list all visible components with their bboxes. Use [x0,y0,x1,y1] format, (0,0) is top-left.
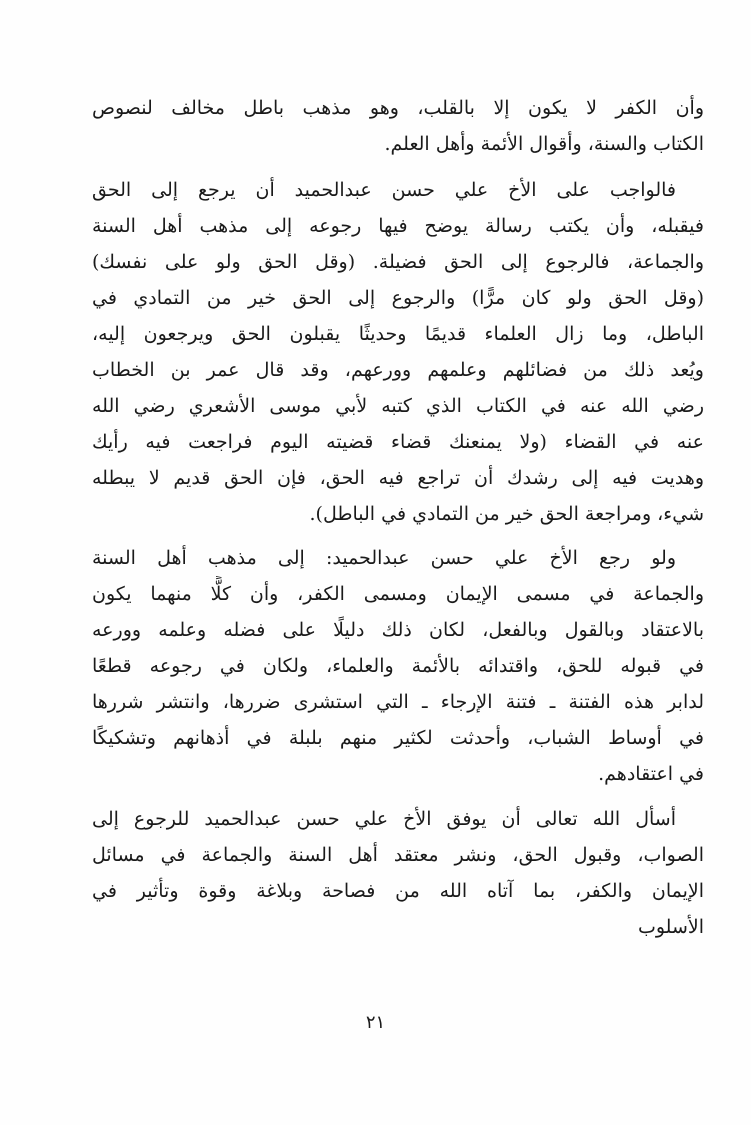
paragraph-line: في اعتقادهم. [598,763,704,785]
paragraph-line: في قبوله للحق، واقتدائه بالأئمة والعلماء، ولكان في رجوعه قطعًا [92,655,704,677]
paragraph-1 [92,90,704,162]
paragraph-line: شيء، ومراجعة الحق خير من التمادي في الباطل). [309,503,704,525]
paragraph-line: رضي الله عنه في الكتاب الذي كتبه لأبي موسى الأشعري رضي الله [92,395,704,417]
paragraph-line: وأن الكفر لا يكون إلا بالقلب، وهو مذهب باطل مخالف لنصوص [92,97,704,119]
paragraph-line: والجماعة في مسمى الإيمان ومسمى الكفر، وأن كلًّا منهما يكون [92,583,704,605]
paragraph-line: والجماعة، فالرجوع إلى الحق فضيلة. (وقل الحق ولو على نفسك) [92,251,704,273]
paragraph-line: ولو رجع الأخ علي حسن عبدالحميد: إلى مذهب أهل السنة [92,547,676,569]
paragraph-line: الكتاب والسنة، وأقوال الأئمة وأهل العلم. [384,133,704,155]
paragraph-line: بالاعتقاد وبالقول وبالفعل، لكان ذلك دليلًا على فضله وعلمه وورعه [92,619,704,641]
paragraph-line: وهديت فيه إلى رشدك أن تراجع فيه الحق، فإن الحق قديم لا يبطله [92,467,704,489]
paragraph-line: الصواب، وقبول الحق، ونشر معتقد أهل السنة والجماعة في مسائل [92,844,704,866]
paragraph-3 [92,540,704,792]
page-number: ٢١ [365,1012,386,1033]
paragraph-line: عنه في القضاء (ولا يمنعنك قضاء قضيته اليوم فراجعت فيه رأيك [92,431,704,453]
paragraph-line: لدابر هذه الفتنة ـ فتنة الإرجاء ـ التي استشرى ضررها، وانتشر شررها [92,691,704,713]
paragraph-line: الإيمان والكفر، بما آتاه الله من فصاحة وبلاغة وقوة وتأثير في [92,880,704,902]
paragraph-4 [92,801,704,945]
paragraph-line: في أوساط الشباب، وأحدثت لكثير منهم بلبلة في أذهانهم وتشكيكًا [92,727,704,749]
paragraph-line: الأسلوب [637,916,704,938]
paragraph-line: فيقبله، وأن يكتب رسالة يوضح فيها رجوعه إلى مذهب أهل السنة [92,215,704,237]
paragraph-2 [92,172,704,532]
paragraph-line: فالواجب على الأخ علي حسن عبدالحميد أن يرجع إلى الحق [92,179,676,201]
paragraph-line: الباطل، وما زال العلماء قديمًا وحديثًا يقبلون الحق ويرجعون إليه، [92,323,704,345]
paragraph-line: (وقل الحق ولو كان مرًّا) والرجوع إلى الحق خير من التمادي في [92,287,704,309]
paragraph-line: أسأل الله تعالى أن يوفق الأخ علي حسن عبدالحميد للرجوع إلى [92,808,676,830]
paragraph-line: ويُعد ذلك من فضائلهم وعلمهم وورعهم، وقد قال عمر بن الخطاب [92,359,704,381]
